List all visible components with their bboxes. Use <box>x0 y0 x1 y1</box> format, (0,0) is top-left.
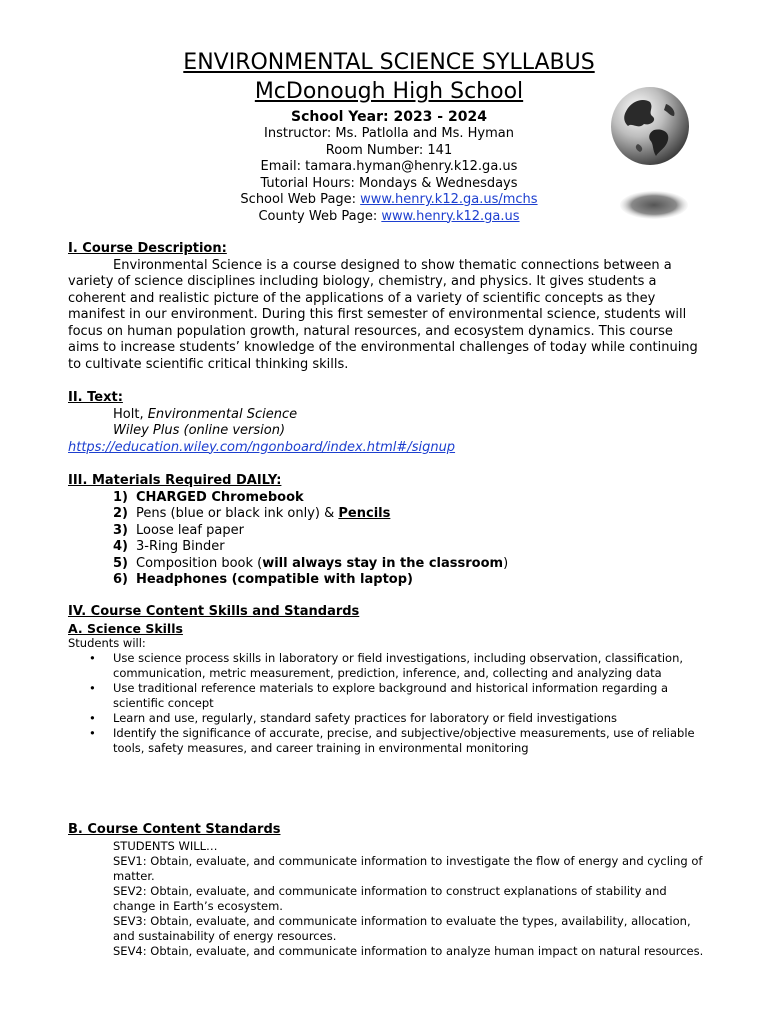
course-description-heading: I. Course Description: <box>68 241 227 256</box>
wiley-link[interactable]: https://education.wiley.com/ngonboard/index.html#/signup <box>68 439 456 455</box>
county-web-label: County Web Page: <box>258 208 382 224</box>
standard-sev2: SEV2: Obtain, evaluate, and communicate information to construct explanations of stability and change in Earth’s ecosystem. <box>113 883 667 913</box>
textbook <box>68 407 708 424</box>
globe-icon <box>610 86 690 166</box>
list-item: 6) Headphones (compatible with laptop) <box>113 572 413 587</box>
list-item: 3) Loose leaf paper <box>113 522 244 538</box>
standard-sev1: SEV1: Obtain, evaluate, and communicate information to investigate the flow of energy and cycling of matter. <box>113 853 703 883</box>
science-skills-intro: Students will: <box>68 635 146 650</box>
list-item: • Use science process skills in laboratory or field investigations, including observation, classification, communication, metric measurement, prediction, inference, and, collecting and analyzing data <box>113 651 708 681</box>
email: Email: tamara.hyman@henry.k12.ga.us <box>260 159 518 174</box>
standard-sev4: SEV4: Obtain, evaluate, and communicate information to analyze human impact on natural resources. <box>113 943 704 958</box>
textbook-publisher: Holt, <box>113 406 148 422</box>
text-heading: II. Text: <box>68 390 123 405</box>
list-item: • Use traditional reference materials to explore background and historical information regarding a scientific concept <box>113 681 708 711</box>
list-item: 1) CHARGED Chromebook <box>113 489 304 505</box>
instructor: Instructor: Ms. Patlolla and Ms. Hyman <box>264 126 514 141</box>
tutorial-hours: Tutorial Hours: Mondays & Wednesdays <box>260 175 518 191</box>
online-version: Wiley Plus (online version) <box>113 423 286 438</box>
county-web-link[interactable]: www.henry.k12.ga.us <box>381 208 520 224</box>
page-title: ENVIRONMENTAL SCIENCE SYLLABUS <box>183 50 595 75</box>
science-skills-heading: A. Science Skills <box>68 620 183 636</box>
materials-list <box>68 490 708 589</box>
materials-section <box>68 473 708 589</box>
content-standards-section <box>68 822 708 959</box>
room-number: Room Number: 141 <box>325 142 453 158</box>
course-description-section <box>68 241 708 373</box>
materials-heading: III. Materials Required DAILY: <box>68 473 282 488</box>
globe-shadow-icon <box>620 190 688 220</box>
school-web-link[interactable]: www.henry.k12.ga.us/mchs <box>360 192 538 207</box>
course-description-text: Environmental Science is a course designed to show thematic connections between a variety of science disciplines including biology, chemistry, and physics. It gives students a coherent and realistic picture of the applications of a variety of scientific concepts as they manifest in our environment. During this first semester of environmental science, students will focus on human population growth, natural resources, and ecosystem dynamics. This course aims to increase students’ knowledge of the environmental challenges of today while continuing to cultivate scientific critical thinking skills. <box>68 257 698 372</box>
school-web-label: School Web Page: <box>240 192 361 207</box>
content-standards-heading: B. Course Content Standards <box>68 822 281 837</box>
skills-standards-section <box>68 604 708 756</box>
school-name: McDonough High School <box>254 79 524 104</box>
science-skills-list <box>68 651 708 756</box>
list-item: • Learn and use, regularly, standard safety practices for laboratory or field investigations <box>113 711 708 726</box>
standard-sev3: SEV3: Obtain, evaluate, and communicate information to evaluate the types, availability, allocation, and sustainability of energy resources. <box>113 913 691 943</box>
list-item: 4) 3-Ring Binder <box>113 539 225 554</box>
list-item: • Identify the significance of accurate, precise, and subjective/objective measurements, use of reliable tools, safety measures, and career training in environmental monitoring <box>113 726 708 756</box>
standards-intro: STUDENTS WILL… <box>113 838 218 853</box>
text-section <box>68 390 708 456</box>
skills-standards-heading: IV. Course Content Skills and Standards <box>68 604 360 619</box>
list-item: 2) Pens (blue or black ink only) & Pencils <box>113 506 391 521</box>
list-item: 5) Composition book (will always stay in the classroom) <box>113 555 509 571</box>
textbook-title: Environmental Science <box>147 406 298 422</box>
school-year: School Year: 2023 - 2024 <box>291 109 487 125</box>
